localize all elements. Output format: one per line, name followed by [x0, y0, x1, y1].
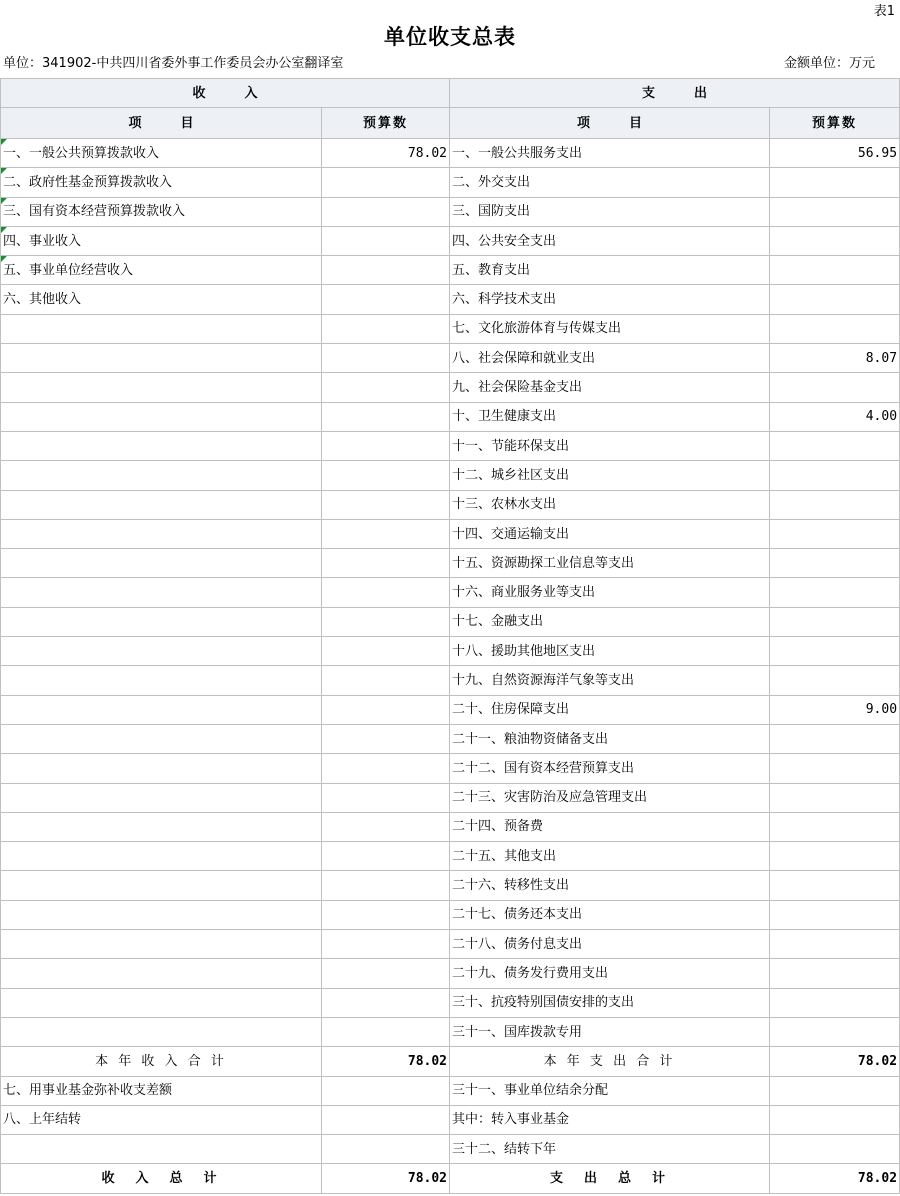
expense-item-cell: [450, 900, 770, 929]
expense-section-label: 支 出: [642, 85, 708, 101]
expense-item-cell: [450, 1017, 770, 1046]
table-row: [1, 724, 900, 753]
expense-item-cell: [450, 139, 770, 168]
income-item-text: 五、事业单位经营收入: [3, 262, 134, 278]
income-budget-cell: [322, 226, 450, 255]
expense-budget-cell: [770, 519, 900, 548]
expense-item-cell: [450, 519, 770, 548]
expense-item-text: 二十三、灾害防治及应急管理支出: [452, 790, 648, 806]
income-item-cell: [1, 724, 322, 753]
income-item-cell: [1, 344, 322, 373]
table-row: [1, 519, 900, 548]
income-budget-cell: [322, 1017, 450, 1046]
income-budget-cell: [322, 783, 450, 812]
expense-budget-cell: [770, 490, 900, 519]
table-row: [1, 695, 900, 724]
expense-item-text: 二十九、债务发行费用支出: [452, 965, 609, 981]
income-expense-table: [0, 78, 900, 1194]
income-item-cell: [1, 578, 322, 607]
expense-budget-cell: [770, 168, 900, 197]
income-total-value: 78.02: [407, 1171, 448, 1187]
expense-budget-cell: [770, 607, 900, 636]
expense-item-text: 二十、住房保障支出: [452, 702, 570, 718]
table-row: [1, 549, 900, 578]
expense-item-cell: [450, 607, 770, 636]
income-item-text: 七、用事业基金弥补收支差额: [3, 1083, 173, 1099]
expense-item-cell: [450, 871, 770, 900]
expense-item-cell: [450, 637, 770, 666]
expense-budget-cell: [770, 1105, 900, 1134]
error-indicator-icon: [1, 139, 7, 145]
expense-item-cell: [450, 1135, 770, 1164]
table-body: [1, 139, 900, 1047]
income-item-cell: [1, 930, 322, 959]
expense-item-text: 十四、交通运输支出: [452, 526, 570, 542]
income-item-cell: [1, 256, 322, 285]
expense-budget-cell: [770, 402, 900, 431]
income-budget-cell: [322, 842, 450, 871]
table-row: [1, 783, 900, 812]
income-item-cell: [1, 695, 322, 724]
income-budget-cell: [322, 373, 450, 402]
table-row: [1, 1105, 900, 1134]
expense-budget-cell: [770, 637, 900, 666]
income-budget-cell: [322, 754, 450, 783]
income-item-cell: [1, 1105, 322, 1134]
expense-item-text: 三十、抗疫特别国债安排的支出: [452, 995, 635, 1011]
income-budget-cell: [322, 988, 450, 1017]
expense-budget-cell: [770, 344, 900, 373]
income-item-cell: [1, 549, 322, 578]
expense-item-text: 二十六、转移性支出: [452, 878, 570, 894]
income-item-text: 三、国有资本经营预算拨款收入: [3, 204, 186, 220]
expense-subtotal-label: 本 年 支 出 合 计: [543, 1053, 676, 1069]
amount-unit-label: 金额单位：万元: [784, 56, 876, 71]
unit-label: 单位：341902-中共四川省委外事工作委员会办公室翻译室: [3, 56, 344, 71]
income-budget-cell: [322, 900, 450, 929]
table-row: [1, 490, 900, 519]
table-row: [1, 637, 900, 666]
income-item-header-label: 项 目: [128, 115, 194, 131]
income-subtotal-label: 本 年 收 入 合 计: [95, 1053, 227, 1069]
table-row: [1, 871, 900, 900]
expense-item-cell: [450, 197, 770, 226]
error-indicator-icon: [1, 256, 7, 262]
section-header-row: [1, 79, 900, 108]
table-row: [1, 842, 900, 871]
error-indicator-icon: [1, 168, 7, 174]
expense-budget-cell: [770, 900, 900, 929]
expense-item-text: 九、社会保险基金支出: [452, 380, 583, 396]
table-row: [1, 1135, 900, 1164]
table-row: [1, 168, 900, 197]
income-budget-cell: [322, 490, 450, 519]
income-budget-header: [322, 108, 450, 139]
expense-item-text: 一、一般公共服务支出: [452, 145, 583, 161]
income-budget-cell: [322, 812, 450, 841]
income-item-cell: [1, 373, 322, 402]
expense-total-label-cell: [450, 1164, 770, 1193]
error-indicator-icon: [1, 198, 7, 204]
expense-item-cell: [450, 578, 770, 607]
income-item-cell: [1, 402, 322, 431]
income-budget-cell: [322, 519, 450, 548]
table-row: [1, 754, 900, 783]
expense-item-text: 其中：转入事业基金: [452, 1112, 570, 1128]
expense-item-text: 三十一、事业单位结余分配: [452, 1083, 609, 1099]
income-item-cell: [1, 900, 322, 929]
expense-item-cell: [450, 783, 770, 812]
expense-item-text: 三十二、结转下年: [452, 1141, 557, 1157]
expense-item-cell: [450, 549, 770, 578]
expense-item-cell: [450, 930, 770, 959]
expense-total-value-cell: [770, 1164, 900, 1193]
income-budget-cell: [322, 607, 450, 636]
table-summary: [1, 1047, 900, 1193]
expense-item-text: 十五、资源勘探工业信息等支出: [452, 555, 635, 571]
table-row: [1, 461, 900, 490]
income-item-cell: [1, 1017, 322, 1046]
table-row: [1, 344, 900, 373]
expense-budget-cell: [770, 930, 900, 959]
income-subtotal-value-cell: [322, 1047, 450, 1076]
income-budget-cell: [322, 285, 450, 314]
income-item-cell: [1, 988, 322, 1017]
income-budget-cell: [322, 637, 450, 666]
expense-item-text: 十一、节能环保支出: [452, 438, 570, 454]
expense-item-cell: [450, 490, 770, 519]
expense-item-text: 二十七、债务还本支出: [452, 907, 583, 923]
expense-budget-cell: [770, 783, 900, 812]
income-item-cell: [1, 226, 322, 255]
table-row: [1, 197, 900, 226]
expense-item-cell: [450, 402, 770, 431]
income-item-cell: [1, 168, 322, 197]
income-budget-cell: [322, 578, 450, 607]
income-item-cell: [1, 197, 322, 226]
expense-budget-cell: [770, 226, 900, 255]
expense-budget-text: 56.95: [857, 145, 898, 161]
table-row: [1, 930, 900, 959]
expense-subtotal-value-cell: [770, 1047, 900, 1076]
expense-section-header: [450, 79, 900, 108]
income-subtotal-label-cell: [1, 1047, 322, 1076]
income-item-cell: [1, 519, 322, 548]
income-item-text: 八、上年结转: [3, 1112, 82, 1128]
expense-item-text: 五、教育支出: [452, 262, 531, 278]
income-budget-cell: [322, 930, 450, 959]
expense-item-cell: [450, 344, 770, 373]
expense-item-text: 十九、自然资源海洋气象等支出: [452, 672, 635, 688]
income-budget-cell: [322, 344, 450, 373]
table-row: [1, 373, 900, 402]
expense-item-cell: [450, 812, 770, 841]
income-budget-header-label: 预算数: [363, 115, 409, 131]
expense-item-cell: [450, 666, 770, 695]
expense-budget-cell: [770, 197, 900, 226]
table-row: [1, 256, 900, 285]
income-item-cell: [1, 754, 322, 783]
income-item-cell: [1, 461, 322, 490]
income-item-cell: [1, 139, 322, 168]
expense-item-cell: [450, 168, 770, 197]
income-budget-cell: [322, 402, 450, 431]
expense-budget-cell: [770, 256, 900, 285]
income-item-text: 四、事业收入: [3, 233, 82, 249]
table-row: [1, 900, 900, 929]
income-item-cell: [1, 314, 322, 343]
expense-item-cell: [450, 373, 770, 402]
income-budget-text: 78.02: [407, 145, 448, 161]
expense-budget-cell: [770, 285, 900, 314]
expense-budget-cell: [770, 1017, 900, 1046]
income-budget-cell: [322, 314, 450, 343]
income-budget-cell: [322, 461, 450, 490]
sheet-tag: 表1: [873, 4, 895, 19]
income-budget-cell: [322, 197, 450, 226]
expense-budget-cell: [770, 812, 900, 841]
table-row: [1, 666, 900, 695]
income-budget-cell: [322, 256, 450, 285]
expense-item-text: 二十二、国有资本经营预算支出: [452, 760, 635, 776]
income-budget-cell: [322, 724, 450, 753]
expense-budget-cell: [770, 754, 900, 783]
expense-budget-cell: [770, 461, 900, 490]
expense-item-cell: [450, 226, 770, 255]
table-row: [1, 226, 900, 255]
income-budget-cell: [322, 1076, 450, 1105]
income-budget-cell: [322, 431, 450, 460]
income-item-cell: [1, 842, 322, 871]
income-budget-cell: [322, 1135, 450, 1164]
column-header-row: [1, 108, 900, 139]
expense-budget-cell: [770, 578, 900, 607]
expense-item-header: [450, 108, 770, 139]
expense-item-text: 六、科学技术支出: [452, 292, 557, 308]
expense-item-text: 二十四、预备费: [452, 819, 544, 835]
expense-item-text: 三、国防支出: [452, 204, 531, 220]
expense-budget-cell: [770, 139, 900, 168]
income-item-cell: [1, 637, 322, 666]
subtotal-row: [1, 1047, 900, 1076]
expense-budget-cell: [770, 666, 900, 695]
income-budget-cell: [322, 959, 450, 988]
income-budget-cell: [322, 549, 450, 578]
income-item-cell: [1, 607, 322, 636]
income-item-cell: [1, 871, 322, 900]
income-section-header: [1, 79, 450, 108]
expense-budget-cell: [770, 314, 900, 343]
expense-item-text: 四、公共安全支出: [452, 233, 557, 249]
expense-item-text: 七、文化旅游体育与传媒支出: [452, 321, 622, 337]
table-header: [1, 79, 900, 139]
expense-budget-cell: [770, 373, 900, 402]
expense-item-cell: [450, 431, 770, 460]
expense-item-cell: [450, 842, 770, 871]
expense-item-text: 二十五、其他支出: [452, 848, 557, 864]
expense-item-cell: [450, 256, 770, 285]
total-row: [1, 1164, 900, 1193]
income-item-cell: [1, 285, 322, 314]
expense-item-text: 十七、金融支出: [452, 614, 544, 630]
income-budget-cell: [322, 666, 450, 695]
expense-item-text: 二十八、债务付息支出: [452, 936, 583, 952]
expense-budget-cell: [770, 431, 900, 460]
error-indicator-icon: [1, 227, 7, 233]
income-budget-cell: [322, 1105, 450, 1134]
page-title: 单位收支总表: [384, 25, 516, 49]
expense-budget-text: 4.00: [865, 409, 898, 425]
expense-item-cell: [450, 461, 770, 490]
expense-total-label: 支 出 总 计: [550, 1171, 670, 1187]
expense-budget-header: [770, 108, 900, 139]
income-item-cell: [1, 490, 322, 519]
expense-item-cell: [450, 724, 770, 753]
expense-subtotal-value: 78.02: [857, 1053, 898, 1069]
income-subtotal-value: 78.02: [407, 1053, 448, 1069]
expense-item-cell: [450, 1105, 770, 1134]
expense-item-text: 十六、商业服务业等支出: [452, 585, 596, 601]
expense-item-header-label: 项 目: [577, 115, 643, 131]
table-row: [1, 607, 900, 636]
table-row: [1, 1076, 900, 1105]
expense-item-cell: [450, 988, 770, 1017]
table-row: [1, 314, 900, 343]
income-item-cell: [1, 431, 322, 460]
table-row: [1, 431, 900, 460]
table-row: [1, 402, 900, 431]
table-row: [1, 285, 900, 314]
expense-item-cell: [450, 314, 770, 343]
expense-budget-cell: [770, 871, 900, 900]
expense-subtotal-label-cell: [450, 1047, 770, 1076]
expense-item-cell: [450, 285, 770, 314]
expense-item-text: 十三、农林水支出: [452, 497, 557, 513]
expense-budget-cell: [770, 988, 900, 1017]
income-budget-cell: [322, 168, 450, 197]
table-row: [1, 578, 900, 607]
income-item-cell: [1, 1076, 322, 1105]
income-total-label-cell: [1, 1164, 322, 1193]
table-row: [1, 959, 900, 988]
expense-item-text: 二十一、粮油物资储备支出: [452, 731, 609, 747]
expense-item-cell: [450, 695, 770, 724]
expense-budget-header-label: 预算数: [812, 115, 858, 131]
expense-budget-cell: [770, 959, 900, 988]
expense-budget-cell: [770, 549, 900, 578]
expense-budget-cell: [770, 1076, 900, 1105]
expense-item-text: 三十一、国库拨款专用: [452, 1024, 583, 1040]
income-item-cell: [1, 812, 322, 841]
expense-budget-cell: [770, 1135, 900, 1164]
expense-budget-cell: [770, 724, 900, 753]
income-item-cell: [1, 959, 322, 988]
expense-budget-text: 8.07: [865, 350, 898, 366]
expense-item-text: 二、外交支出: [452, 174, 531, 190]
expense-budget-cell: [770, 842, 900, 871]
table-row: [1, 1017, 900, 1046]
income-item-text: 一、一般公共预算拨款收入: [3, 145, 160, 161]
income-item-cell: [1, 666, 322, 695]
income-total-label: 收 入 总 计: [101, 1171, 221, 1187]
income-total-value-cell: [322, 1164, 450, 1193]
expense-budget-cell: [770, 695, 900, 724]
expense-item-cell: [450, 754, 770, 783]
expense-item-text: 八、社会保障和就业支出: [452, 350, 596, 366]
table-row: [1, 988, 900, 1017]
income-budget-cell: [322, 139, 450, 168]
income-budget-cell: [322, 695, 450, 724]
expense-item-text: 十、卫生健康支出: [452, 409, 557, 425]
income-section-label: 收 入: [192, 85, 258, 101]
expense-item-cell: [450, 1076, 770, 1105]
income-item-header: [1, 108, 322, 139]
income-item-cell: [1, 783, 322, 812]
table-row: [1, 139, 900, 168]
expense-item-text: 十二、城乡社区支出: [452, 467, 570, 483]
income-item-cell: [1, 1135, 322, 1164]
expense-item-cell: [450, 959, 770, 988]
income-item-text: 二、政府性基金预算拨款收入: [3, 174, 173, 190]
expense-budget-text: 9.00: [865, 702, 898, 718]
income-budget-cell: [322, 871, 450, 900]
expense-total-value: 78.02: [857, 1171, 898, 1187]
expense-item-text: 十八、援助其他地区支出: [452, 643, 596, 659]
income-item-text: 六、其他收入: [3, 292, 82, 308]
table-row: [1, 812, 900, 841]
